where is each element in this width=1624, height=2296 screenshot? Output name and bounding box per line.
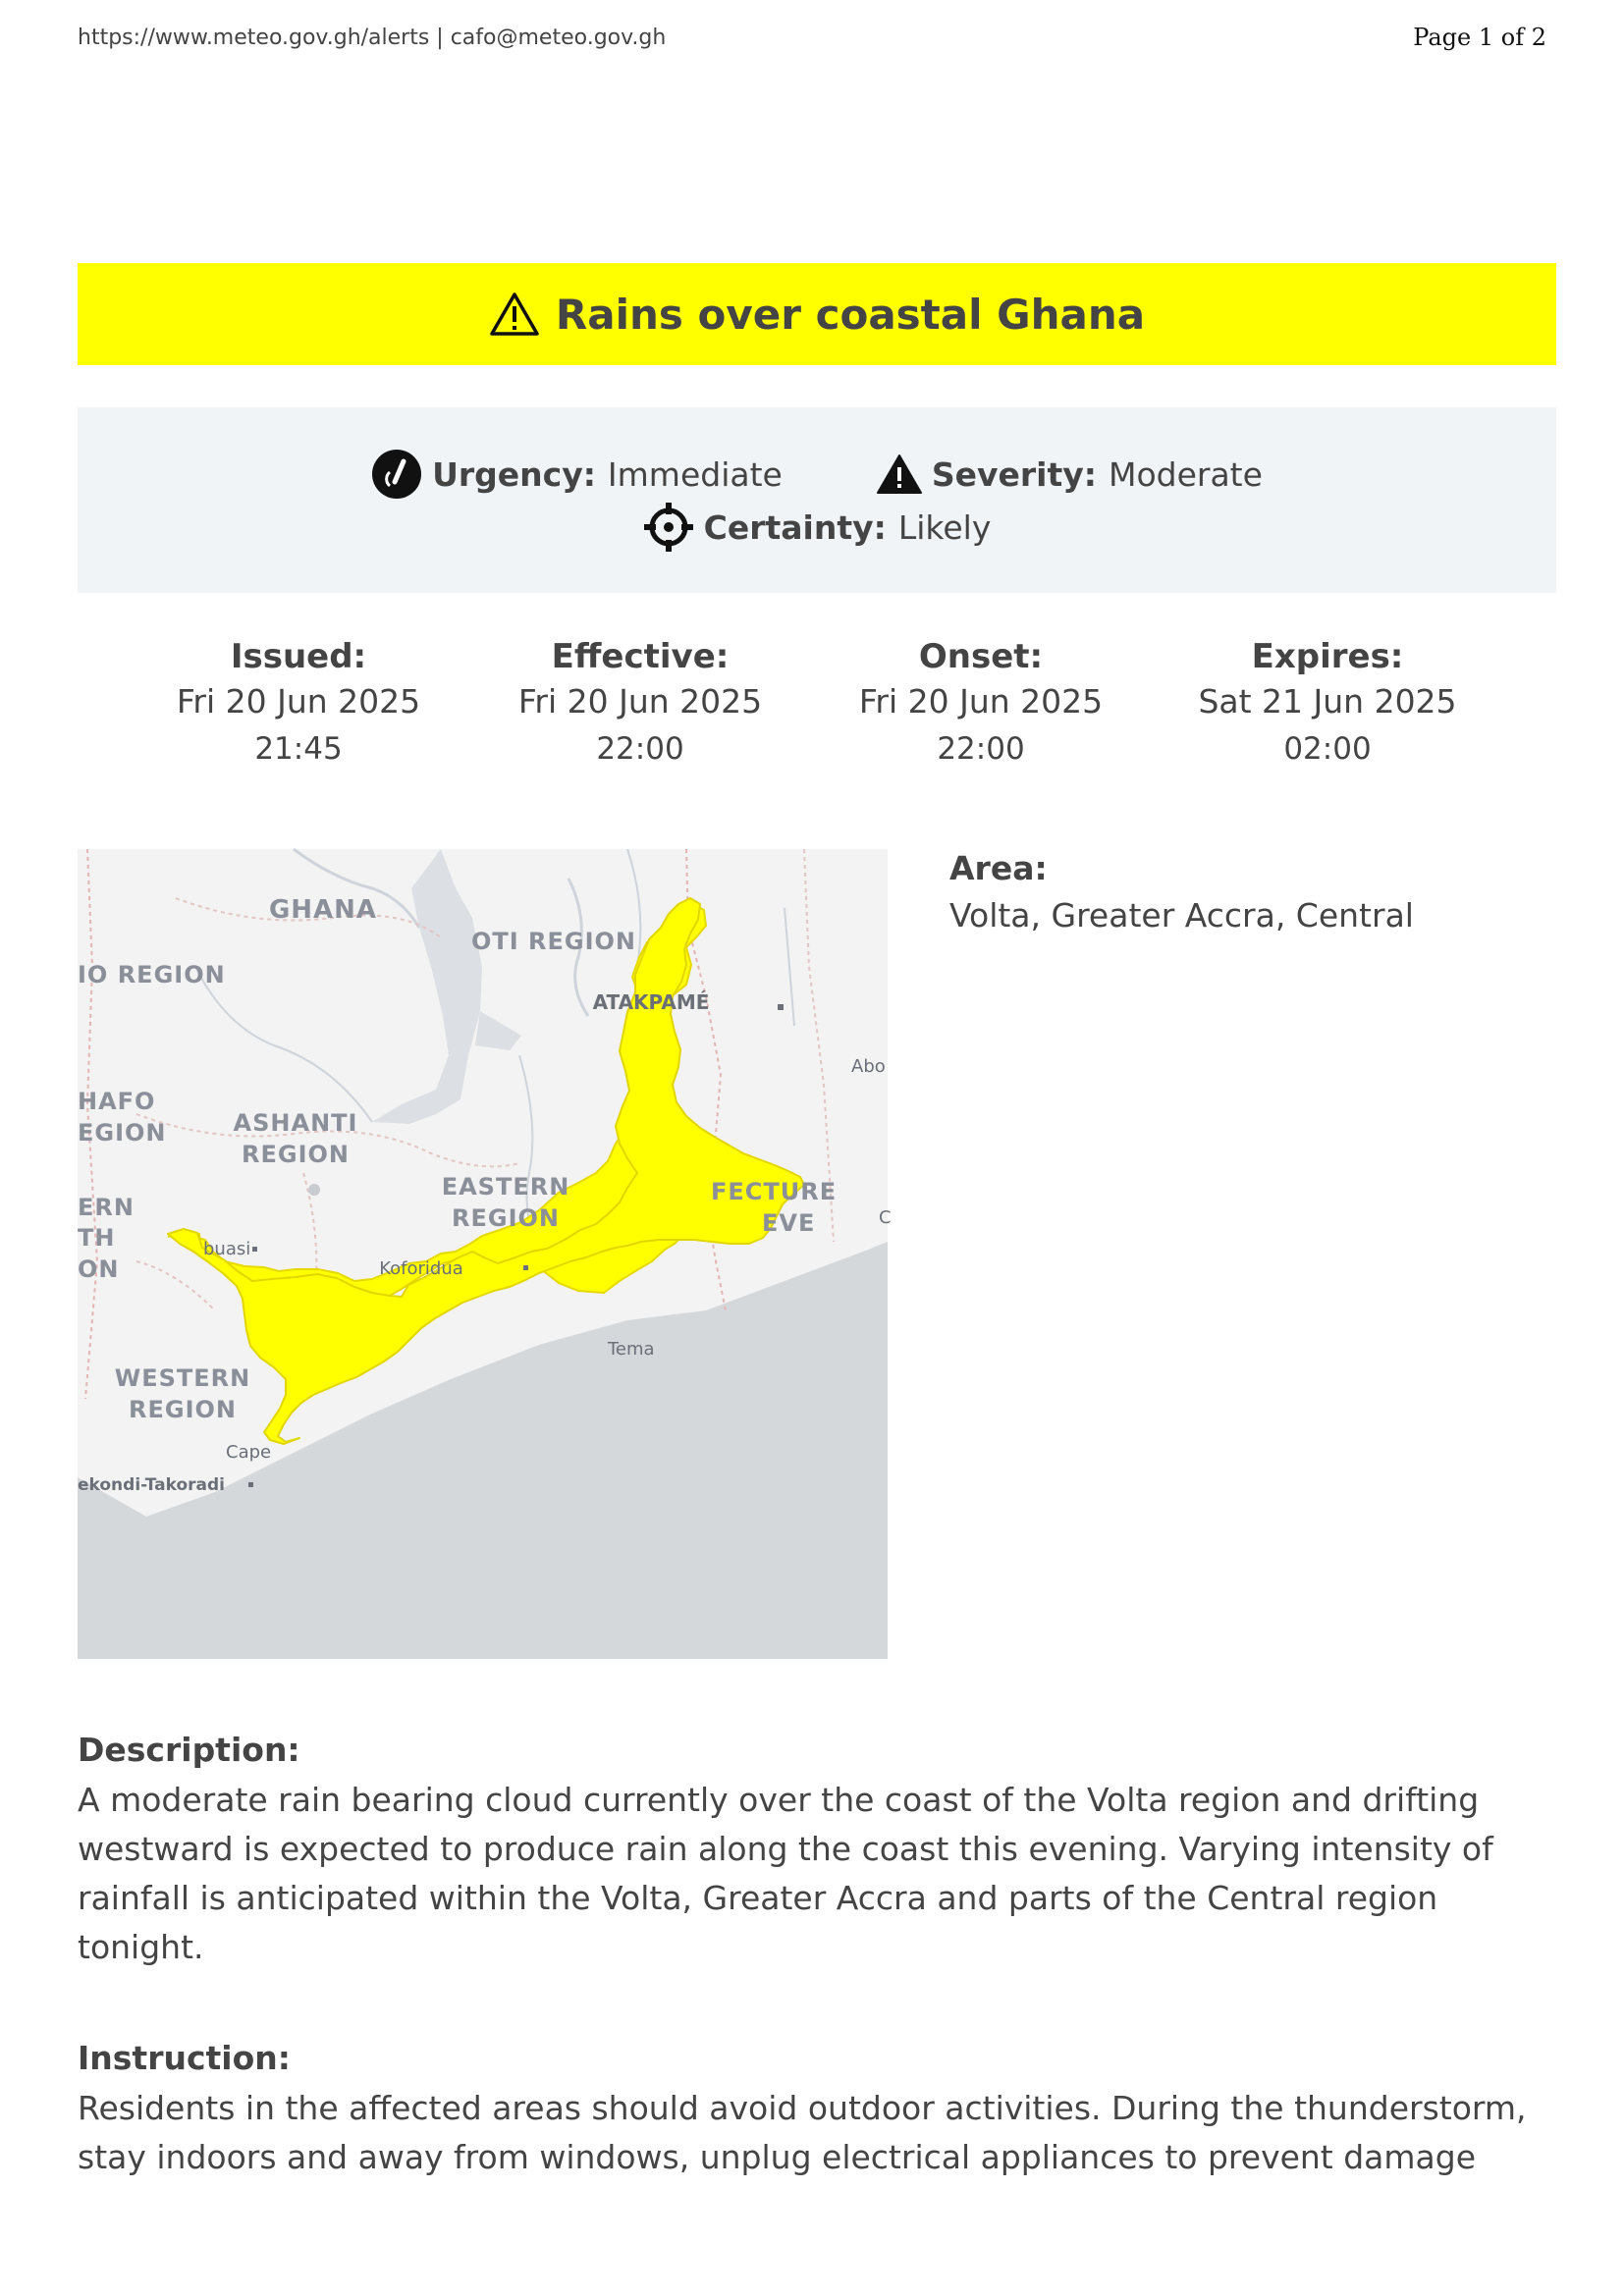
description-line: westward is expected to produce rain along the coast this evening. Varying intensity of [78,1830,1493,1868]
map-label-western-1: WESTERN [114,1364,251,1392]
map-label-bono: IO REGION [78,961,226,988]
description-text [78,1776,1560,1972]
map-label-eastern-2: REGION [452,1204,560,1232]
map-label-obuasi: buasi [203,1239,251,1259]
map-label-ashanti-1: ASHANTI [233,1109,358,1137]
onset-time: 22:00 [937,731,1025,767]
map-label-ahafo-1: HAFO [78,1088,156,1115]
map-town-marker [778,1004,784,1010]
certainty-value: Likely [897,507,992,547]
expires-column [1161,636,1494,772]
map-labels-layer [78,849,892,1659]
certainty-field [643,502,992,553]
header-url-email: https://www.meteo.gov.gh/alerts | cafo@meteo.gov.gh [78,26,667,50]
map-label-koforidua: Koforidua [379,1258,463,1279]
warning-triangle-filled-icon [877,454,922,495]
issued-column [132,636,465,772]
map-label-prefecture-1: FECTURE [711,1178,838,1205]
map-label-abo: Abo [851,1056,886,1077]
expires-time: 02:00 [1283,731,1372,767]
onset-column [814,636,1148,772]
alert-meta-panel [78,407,1556,593]
onset-label: Onset: [918,637,1044,676]
instruction-text [78,2084,1570,2182]
map-label-eastern-1: EASTERN [441,1173,570,1201]
alert-title: Rains over coastal Ghana [555,290,1146,339]
map-label-tema: Tema [608,1339,655,1360]
area-label: Area: [949,849,1048,887]
crosshair-icon [643,502,694,553]
map-label-ghana: GHANA [268,895,378,925]
map-label-th: TH [78,1224,116,1252]
description-label: Description: [78,1731,300,1769]
map-label-ern: ERN [78,1194,135,1221]
instruction-label: Instruction: [78,2039,291,2077]
area-section [949,846,1414,940]
map-label-on: ON [78,1255,120,1283]
expires-date: Sat 21 Jun 2025 [1198,682,1457,721]
description-section [78,1729,1560,1972]
urgency-value: Immediate [607,454,783,494]
issued-time: 21:45 [254,731,343,767]
effective-label: Effective: [551,637,730,676]
instruction-section [78,2037,1570,2182]
certainty-label: Certainty: [703,507,887,547]
instruction-line: Residents in the affected areas should avoid outdoor activities. During the thunderstorm, [78,2089,1527,2127]
issued-date: Fri 20 Jun 2025 [176,682,421,721]
map-label-c: C [879,1207,892,1228]
effective-date: Fri 20 Jun 2025 [517,682,763,721]
description-line: A moderate rain bearing cloud currently over the coast of the Volta region and drifting [78,1781,1480,1819]
map-label-atakpame: ATAKPAMÉ [592,990,710,1014]
expires-label: Expires: [1251,637,1404,676]
description-line: rainfall is anticipated within the Volta, Greater Accra and parts of the Central region [78,1879,1438,1917]
map-town-marker [248,1482,253,1487]
map-label-sekondi: ekondi-Takoradi [78,1475,225,1495]
alert-title-banner [78,263,1556,365]
warning-triangle-icon [489,291,540,338]
issued-label: Issued: [230,637,367,676]
urgency-field [371,449,783,500]
onset-date: Fri 20 Jun 2025 [858,682,1104,721]
map-label-ashanti-2: REGION [242,1141,350,1168]
map-label-oti: OTI REGION [470,928,637,955]
page-number: Page 1 of 2 [1413,24,1546,51]
area-value: Volta, Greater Accra, Central [949,896,1414,934]
instruction-line: stay indoors and away from windows, unplug electrical appliances to prevent damage [78,2138,1477,2176]
map-label-ahafo-2: EGION [78,1119,167,1147]
map-label-western-2: REGION [129,1396,237,1423]
map-town-marker [523,1265,528,1270]
alert-area-map[interactable] [78,849,892,1659]
effective-time: 22:00 [596,731,684,767]
stopwatch-icon [371,449,422,500]
severity-field [877,454,1263,495]
severity-value: Moderate [1108,454,1263,494]
map-town-marker [252,1247,257,1252]
map-label-prefecture-2: EVE [762,1209,816,1237]
description-line: tonight. [78,1928,204,1966]
effective-column [473,636,807,772]
map-label-cape: Cape [226,1442,272,1463]
severity-label: Severity: [931,454,1097,494]
urgency-label: Urgency: [432,454,596,494]
